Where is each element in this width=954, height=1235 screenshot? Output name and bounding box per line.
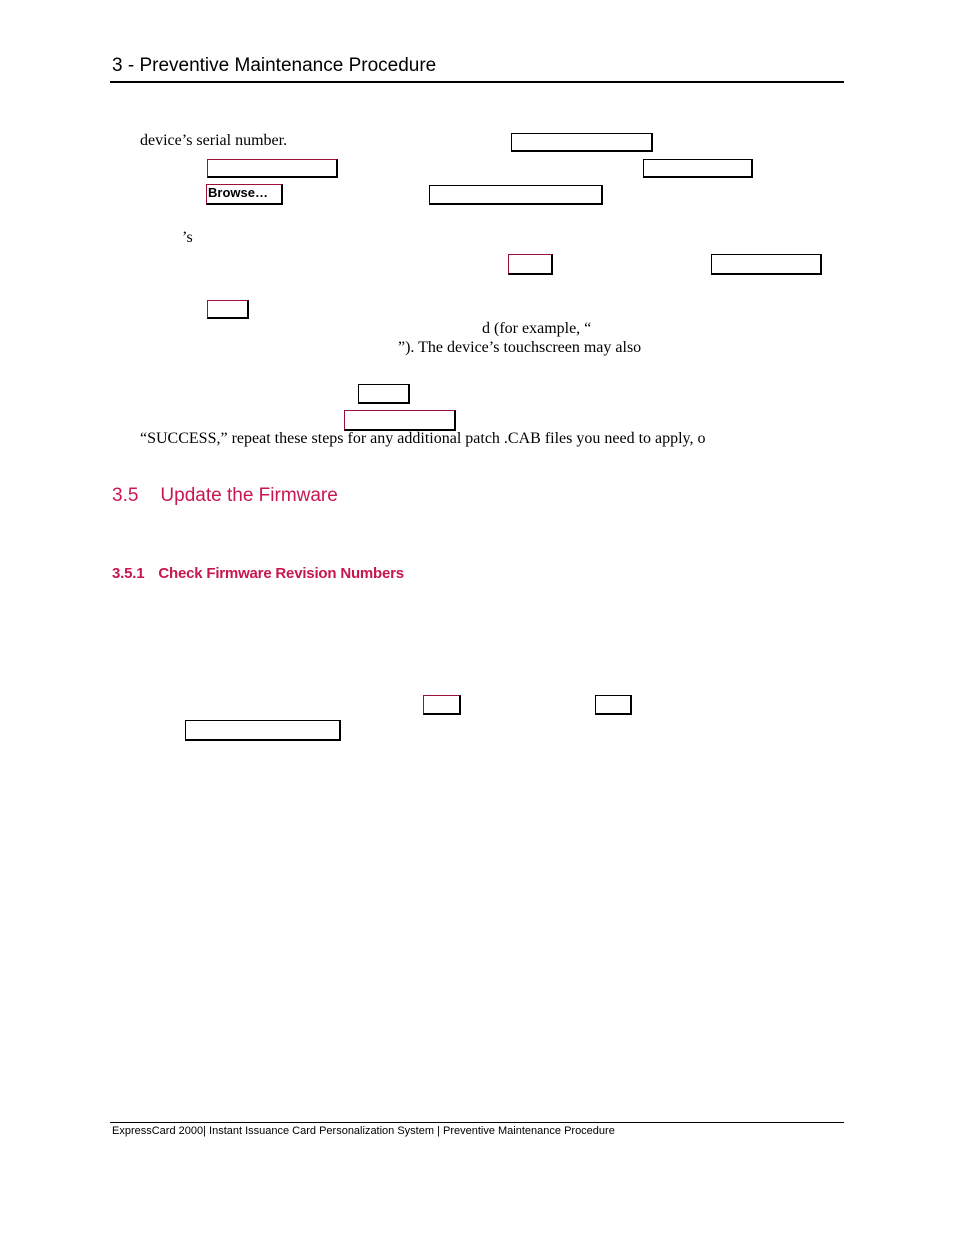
ui-reference-box [429,185,603,205]
footer-rule [110,1122,844,1123]
footer-text [112,1125,615,1137]
ui-reference-box-accent [207,300,249,319]
ui-reference-box-accent [344,410,456,431]
browse-button-reference [206,184,283,205]
body-text-example: d (for example, “ [482,320,592,337]
footer-description: | Instant Issuance Card Personalization System | Preventive Maintenance Procedure [203,1125,615,1137]
ui-reference-box-accent [207,159,338,178]
body-text-touchscreen: ”). The device’s touchscreen may also [398,339,642,356]
section-number: 3.5 [112,485,139,506]
ui-reference-box [643,159,753,178]
ui-reference-box-accent [423,695,461,715]
subsection-number: 3.5.1 [112,565,145,582]
ui-reference-box [595,695,632,715]
ui-reference-box [711,254,822,275]
section-heading [112,485,338,507]
section-title: Update the Firmware [160,485,338,506]
body-text-possessive: ’s [182,229,193,246]
subsection-title: Check Firmware Revision Numbers [158,565,404,582]
subsection-heading [112,565,404,582]
footer-product: ExpressCard 2000 [112,1125,204,1137]
body-text-success: “SUCCESS,” repeat these steps for any additional patch .CAB files you need to apply, o [140,430,706,447]
ui-reference-box [185,720,341,741]
ui-reference-box [511,133,653,152]
ui-reference-box [358,384,410,404]
browse-button-label: Browse… [208,185,268,200]
header-rule [110,81,844,83]
running-header-title: 3 - Preventive Maintenance Procedure [112,55,437,76]
ui-reference-box-accent [508,254,553,275]
body-text-serial-number: device’s serial number. [140,132,288,149]
